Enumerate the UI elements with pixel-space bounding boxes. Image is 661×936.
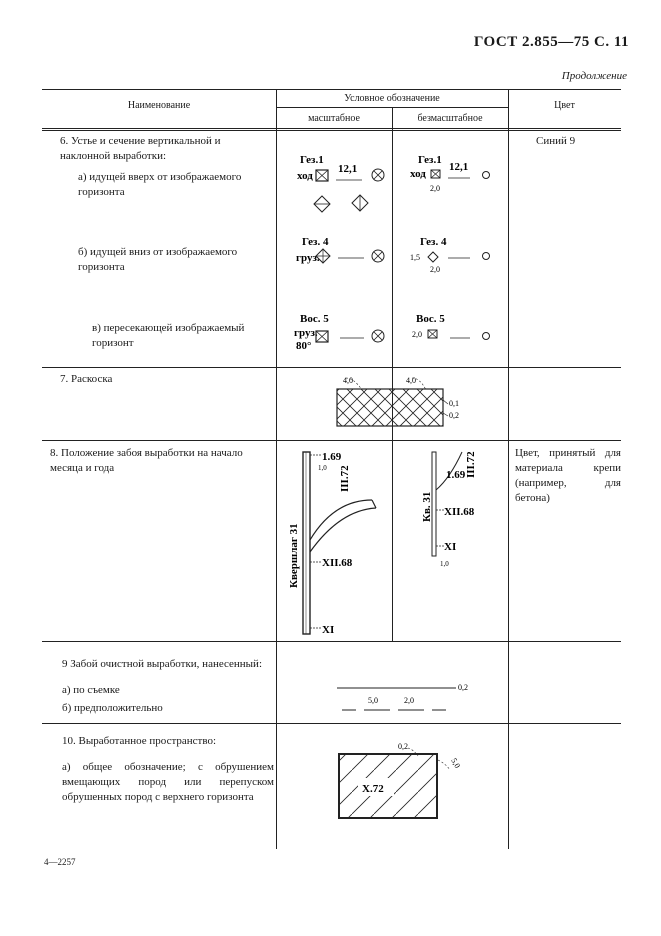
row6a-scale-label1: Гез.1 (300, 154, 324, 166)
row10-item-a: а) общее обозначение; с обрушением вмещающих пород или перепуском обрушенных пород с верхнего горизонта (62, 761, 274, 803)
row8-nonscale-symbol (421, 451, 477, 568)
row7-thick2: 0,2 (449, 411, 459, 420)
row8-nonscale-v1: 1.69 (446, 469, 466, 481)
row9-title: 9 Забой очистной выработки, нанесенный: (62, 658, 262, 670)
row8-nonscale-v4: XI (444, 541, 457, 553)
row6c-scale-label3: 80° (296, 340, 312, 352)
row6a-nonscale-symbol (410, 154, 490, 193)
row7-raskoska-symbol (337, 376, 459, 426)
row6b-scale-symbol (296, 236, 384, 264)
row8-scale-dim: 1,0 (318, 464, 327, 472)
row6a-nonscale-num: 12,1 (449, 161, 469, 173)
row9-thick: 0,2 (458, 683, 468, 692)
row10-title: 10. Выработанное пространство: (62, 735, 217, 747)
row6b-nonscale-dim1: 1,5 (410, 253, 420, 262)
row6-item-c: в) пересекающей изображаемый горизонт (92, 322, 245, 349)
row6c-nonscale-dim: 2,0 (412, 330, 422, 339)
row8-color: Цвет, принятый для материала крепи (например, для бетона) (515, 447, 621, 504)
row6a-scale-num: 12,1 (338, 163, 358, 175)
row10-dim: 5,0 (449, 756, 463, 770)
row8-scale-v3: XII.68 (322, 557, 353, 569)
row6b-nonscale-dim2: 2,0 (430, 265, 440, 274)
row6c-scale-symbol (294, 313, 384, 352)
row6a-scale-label2: ход (297, 170, 313, 182)
row6b-scale-label2: груз. (296, 252, 320, 264)
row7-thick1: 0,1 (449, 399, 459, 408)
row6-title: 6. Устье и сечение вертикальной и наклонной выработки: (60, 135, 221, 162)
header-color: Цвет (554, 100, 575, 111)
row9-dash: 5,0 (368, 696, 378, 705)
row7-title: 7. Раскоска (60, 373, 113, 385)
row8-nonscale-name: Кв. 31 (421, 491, 433, 522)
row8-nonscale-dim: 1,0 (440, 560, 449, 568)
row10-label: Х.72 (362, 783, 384, 795)
row6b-scale-label1: Гез. 4 (302, 236, 329, 248)
header-name: Наименование (127, 100, 191, 111)
print-code: 4—2257 (44, 857, 76, 867)
row8-scale-v2: III.72 (339, 465, 351, 492)
header-nonscale: безмасштабное (417, 113, 483, 124)
row7-dim-b: 4,0 (406, 376, 416, 385)
row8-scale-v1: 1.69 (322, 451, 342, 463)
row6a-scale-symbol (297, 154, 384, 212)
row6c-scale-label1: Вос. 5 (300, 313, 329, 325)
row8-scale-symbol (288, 451, 376, 636)
row7-dim-a: 4,0 (343, 376, 353, 385)
row6c-nonscale-label1: Вос. 5 (416, 313, 445, 325)
row6a-nonscale-label2: ход (410, 168, 426, 180)
standard-title: ГОСТ 2.855—75 С. 11 (473, 34, 629, 50)
continuation-label: Продолжение (561, 70, 627, 82)
row6-item-a: а) идущей вверх от изображаемого горизонта (78, 171, 242, 198)
row6-item-b: б) идущей вниз от изображаемого горизонта (78, 246, 238, 273)
header-scale: масштабное (308, 113, 360, 124)
row6a-nonscale-label1: Гез.1 (418, 154, 442, 166)
row8-nonscale-v2: III.72 (465, 451, 477, 478)
row9-item-b: б) предположительно (62, 702, 163, 714)
row9-symbols (337, 683, 468, 710)
row6c-scale-label2: груз. (294, 327, 318, 339)
row8-title: 8. Положение забоя выработки на начало месяца и года (50, 447, 243, 474)
row6c-nonscale-symbol (412, 313, 490, 340)
row6b-nonscale-symbol (410, 236, 490, 274)
row10-thick: 0,2 (398, 742, 408, 751)
header-symbol: Условное обозначение (344, 93, 440, 104)
row9-item-a: а) по съемке (62, 684, 120, 696)
row8-scale-name: Квершлаг 31 (288, 523, 300, 588)
row9-gap: 2,0 (404, 696, 414, 705)
row8-scale-v4: XI (322, 624, 335, 636)
row10-symbol (339, 742, 462, 818)
row6b-nonscale-label1: Гез. 4 (420, 236, 447, 248)
row6-color: Синий 9 (536, 135, 576, 147)
row6a-nonscale-dim: 2,0 (430, 184, 440, 193)
row8-nonscale-v3: XII.68 (444, 506, 475, 518)
